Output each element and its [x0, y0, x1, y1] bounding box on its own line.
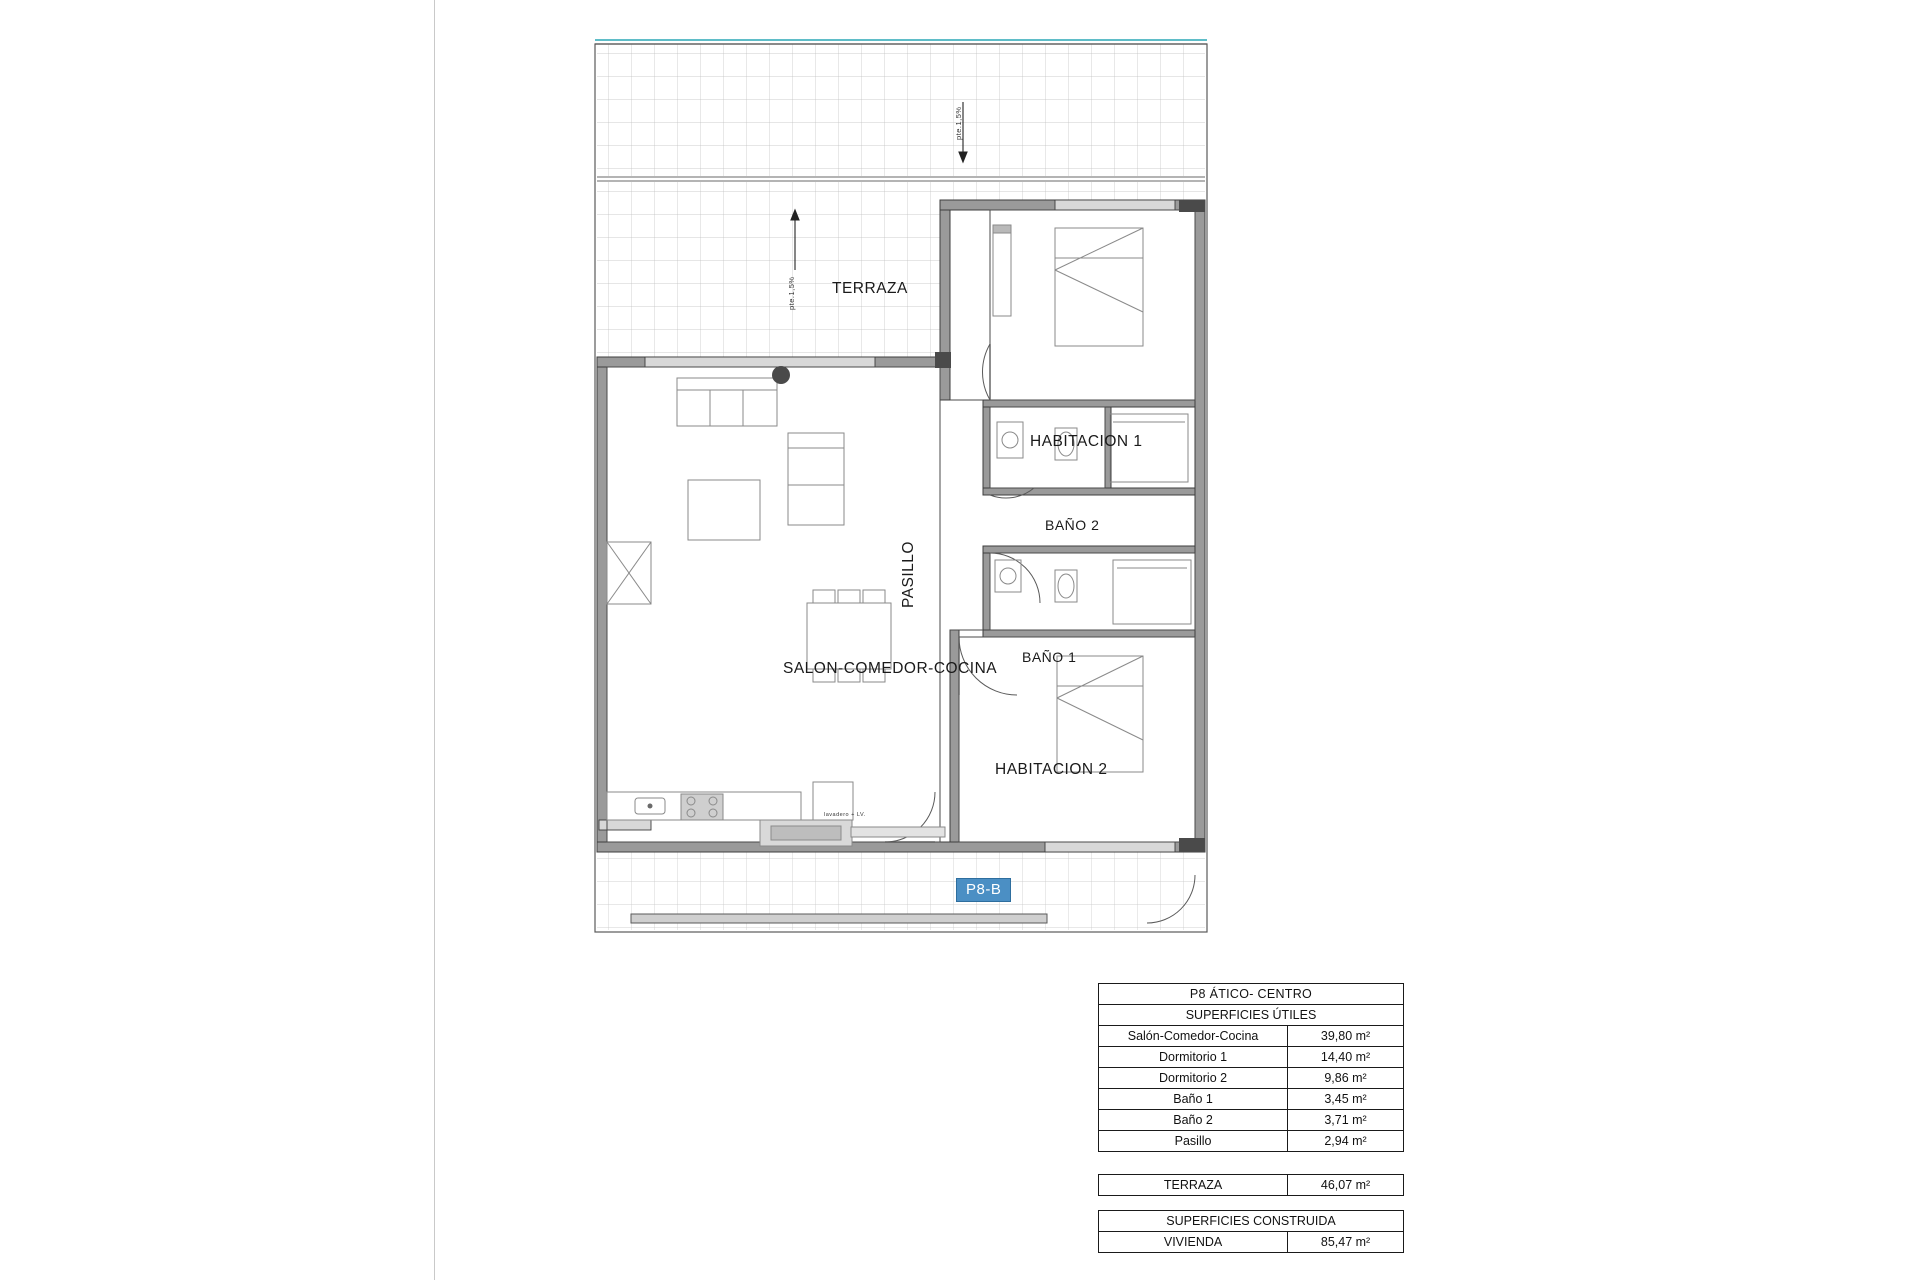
room-label-bano-1: BAÑO 1 — [1022, 649, 1077, 665]
utiles-row-value: 14,40 m² — [1288, 1047, 1404, 1068]
utiles-row-value: 2,94 m² — [1288, 1131, 1404, 1152]
construida-row-value: 85,47 m² — [1288, 1232, 1404, 1253]
utiles-row-name: Pasillo — [1099, 1131, 1288, 1152]
table-row — [1099, 1068, 1404, 1089]
table-row — [1099, 1211, 1404, 1232]
laundry-annotation: lavadero + LV. — [824, 812, 866, 818]
table-row — [1099, 1110, 1404, 1131]
table-row — [1099, 1005, 1404, 1026]
room-label-bano-2: BAÑO 2 — [1045, 517, 1100, 533]
surface-tables — [1098, 983, 1408, 1253]
utiles-row-name: Dormitorio 1 — [1099, 1047, 1288, 1068]
construida-row-name: VIVIENDA — [1099, 1232, 1288, 1253]
table-spacer — [1098, 1196, 1408, 1210]
utiles-row-name: Salón-Comedor-Cocina — [1099, 1026, 1288, 1047]
terraza-row-name: TERRAZA — [1099, 1175, 1288, 1196]
utiles-subtitle: SUPERFICIES ÚTILES — [1099, 1005, 1404, 1026]
table-superficies-utiles — [1098, 983, 1404, 1152]
utiles-title: P8 ÁTICO- CENTRO — [1099, 984, 1404, 1005]
table-row — [1099, 984, 1404, 1005]
utiles-row-name: Baño 1 — [1099, 1089, 1288, 1110]
page-fold-line — [434, 0, 435, 1280]
utiles-row-value: 9,86 m² — [1288, 1068, 1404, 1089]
table-spacer — [1098, 1152, 1408, 1174]
slope-annotation-top: pte.1,5% — [954, 106, 963, 140]
table-row — [1099, 1131, 1404, 1152]
room-label-pasillo: PASILLO — [900, 541, 917, 608]
table-row — [1099, 1232, 1404, 1253]
construida-subtitle: SUPERFICIES CONSTRUIDA — [1099, 1211, 1404, 1232]
table-superficies-construida — [1098, 1210, 1404, 1253]
terraza-row-value: 46,07 m² — [1288, 1175, 1404, 1196]
utiles-row-name: Dormitorio 2 — [1099, 1068, 1288, 1089]
slope-annotation-terrace: pte.1,5% — [787, 276, 796, 310]
utiles-row-value: 3,45 m² — [1288, 1089, 1404, 1110]
utiles-row-value: 3,71 m² — [1288, 1110, 1404, 1131]
table-row — [1099, 1047, 1404, 1068]
room-label-terraza: TERRAZA — [832, 280, 908, 297]
utiles-row-value: 39,80 m² — [1288, 1026, 1404, 1047]
table-row — [1099, 1026, 1404, 1047]
table-row — [1099, 1175, 1404, 1196]
room-label-habitacion-1: HABITACION 1 — [1030, 433, 1143, 450]
table-terraza — [1098, 1174, 1404, 1196]
table-row — [1099, 1089, 1404, 1110]
utiles-row-name: Baño 2 — [1099, 1110, 1288, 1131]
floor-plan-drawing — [585, 30, 1345, 960]
room-label-habitacion-2: HABITACION 2 — [995, 761, 1108, 778]
room-label-salon-comedor-cocina: SALON-COMEDOR-COCINA — [783, 660, 998, 677]
unit-tag-badge[interactable]: P8-B — [956, 878, 1011, 902]
